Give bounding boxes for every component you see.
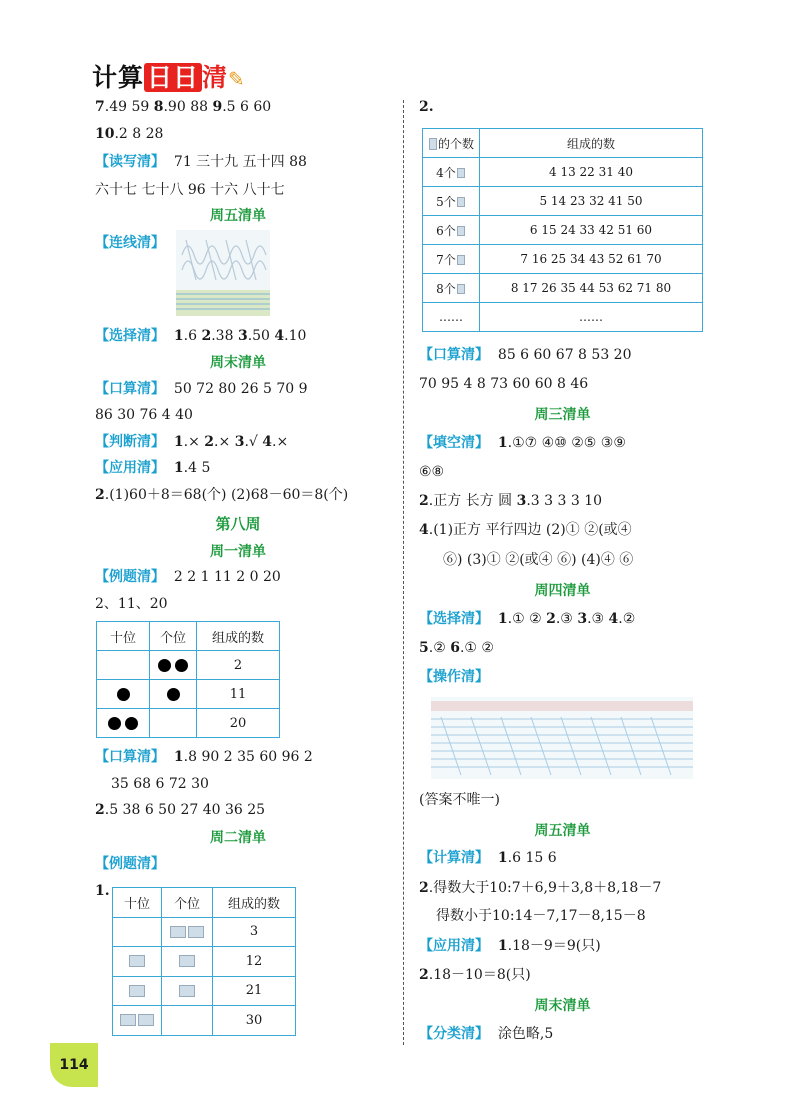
answer-line: 六十七 七十八 96 十六 八十七 bbox=[95, 182, 285, 198]
counter-icon bbox=[188, 926, 204, 938]
answer-line: 【分类清】 涂色略,5 bbox=[419, 1026, 554, 1042]
number-cell: 3 bbox=[213, 917, 296, 947]
answer-line: 2.正方 长方 圆 3.3 3 3 3 10 bbox=[419, 493, 603, 509]
logo-text-3: 清 bbox=[202, 63, 229, 92]
counter-icon bbox=[429, 138, 437, 150]
answer-line: 【例题清】 2 2 1 11 2 0 20 bbox=[95, 569, 281, 585]
answer-line: 2.18－10＝8(只) bbox=[419, 967, 531, 983]
row-label: 8个 bbox=[423, 274, 480, 303]
ones-cell bbox=[150, 651, 197, 680]
ones-cell bbox=[162, 917, 213, 947]
section-tag: 【分类清】 bbox=[419, 1026, 489, 1042]
answer-line: 35 68 6 72 30 bbox=[111, 776, 209, 792]
tens-cell bbox=[113, 976, 162, 1006]
section-tag: 【例题清】 bbox=[95, 856, 165, 872]
ones-cell bbox=[162, 976, 213, 1006]
section-tag: 【口算清】 bbox=[419, 347, 489, 363]
page-number: 114 bbox=[50, 1043, 98, 1087]
answer-line: 【应用清】 1.18－9＝9(只) bbox=[419, 938, 601, 954]
answer-line: 【口算清】 85 6 60 67 8 53 20 bbox=[419, 347, 632, 363]
counter-icon bbox=[120, 1014, 136, 1026]
row-values: 8 17 26 35 44 53 62 71 80 bbox=[480, 274, 703, 303]
section-tag: 【计算清】 bbox=[419, 850, 489, 866]
table-row bbox=[97, 680, 280, 709]
number-cell: 21 bbox=[213, 976, 296, 1006]
answer-line: ⑥⑧ bbox=[419, 464, 445, 480]
counter-icon bbox=[129, 955, 145, 967]
table-row bbox=[423, 274, 703, 303]
table-header: 十位 bbox=[113, 888, 162, 918]
table-header: 组成的数 bbox=[480, 129, 703, 158]
place-value-table bbox=[96, 621, 280, 738]
answer-line: ⑥) (3)① ②(或④ ⑥) (4)④ ⑥ bbox=[443, 552, 634, 568]
answer-line: 10.2 8 28 bbox=[95, 126, 164, 142]
answer-line: 86 30 76 4 40 bbox=[95, 407, 193, 423]
dot-icon bbox=[125, 717, 138, 730]
table-header: 个位 bbox=[150, 622, 197, 651]
table-row bbox=[113, 947, 296, 977]
section-tag: 【填空清】 bbox=[419, 435, 489, 451]
dot-icon bbox=[167, 688, 180, 701]
section-heading: 周末清单 bbox=[210, 355, 266, 371]
table-header: 组成的数 bbox=[197, 622, 280, 651]
section-tag: 【例题清】 bbox=[95, 569, 165, 585]
table-header: 组成的数 bbox=[213, 888, 296, 918]
tens-cell bbox=[97, 651, 150, 680]
answer-line: 得数小于10:14－7,17－8,15－8 bbox=[436, 908, 646, 924]
ones-cell bbox=[162, 1006, 213, 1036]
table-row bbox=[97, 651, 280, 680]
table-row bbox=[113, 1006, 296, 1036]
table-header: 的个数 bbox=[423, 129, 480, 158]
counter-icon bbox=[170, 926, 186, 938]
number-cell: 20 bbox=[197, 709, 280, 738]
section-tag: 【读写清】 bbox=[95, 154, 165, 170]
composition-table bbox=[422, 128, 703, 332]
answer-line: 2.(1)60＋8＝68(个) (2)68－60＝8(个) bbox=[95, 487, 349, 503]
row-values: 5 14 23 32 41 50 bbox=[480, 187, 703, 216]
section-tag: 【口算清】 bbox=[95, 381, 165, 397]
section-heading: 周四清单 bbox=[534, 583, 591, 599]
section-heading: 周五清单 bbox=[210, 208, 266, 224]
answer-line bbox=[95, 233, 165, 253]
section-tag: 【应用清】 bbox=[419, 938, 489, 954]
answer-line: 2.5 38 6 50 27 40 36 25 bbox=[95, 802, 266, 818]
answer-line: 7.49 59 8.90 88 9.5 6 60 bbox=[95, 99, 272, 115]
dot-icon bbox=[175, 659, 188, 672]
operation-drawing-image bbox=[431, 697, 693, 779]
counter-icon bbox=[179, 985, 195, 997]
matching-diagram-image bbox=[176, 230, 270, 316]
pencil-icon: ✎ bbox=[228, 67, 246, 91]
tens-cell bbox=[97, 709, 150, 738]
section-heading: 周五清单 bbox=[534, 823, 591, 839]
table-row bbox=[423, 216, 703, 245]
answer-line: 1. bbox=[95, 883, 110, 899]
answer-line: 【应用清】 1.4 5 bbox=[95, 460, 211, 476]
section-tag: 【操作清】 bbox=[419, 669, 489, 685]
column-divider bbox=[403, 100, 404, 1045]
answer-line: 【选择清】 1.① ② 2.③ 3.③ 4.② bbox=[419, 611, 636, 627]
section-tag: 【判断清】 bbox=[95, 434, 165, 450]
logo-text-2: 日日 bbox=[144, 63, 202, 92]
answer-line: 2.得数大于10:7＋6,9＋3,8＋8,18－7 bbox=[419, 880, 662, 896]
counter-icon bbox=[179, 955, 195, 967]
number-cell: 12 bbox=[213, 947, 296, 977]
table-row bbox=[423, 303, 703, 332]
answer-line: 【选择清】 1.6 2.38 3.50 4.10 bbox=[95, 328, 307, 344]
table-row bbox=[423, 245, 703, 274]
answer-line bbox=[419, 667, 489, 687]
counter-icon bbox=[457, 226, 465, 236]
answer-line: (答案不唯一) bbox=[419, 792, 500, 808]
answer-line: 【填空清】 1.①⑦ ④⑩ ②⑤ ③⑨ bbox=[419, 435, 626, 451]
row-label: 7个 bbox=[423, 245, 480, 274]
row-values: 7 16 25 34 43 52 61 70 bbox=[480, 245, 703, 274]
tens-cell bbox=[113, 917, 162, 947]
ones-cell bbox=[150, 680, 197, 709]
ones-cell bbox=[150, 709, 197, 738]
table-header: 个位 bbox=[162, 888, 213, 918]
row-values: …… bbox=[480, 303, 703, 332]
section-tag: 【连线清】 bbox=[95, 235, 165, 251]
dot-icon bbox=[117, 688, 130, 701]
row-label: 5个 bbox=[423, 187, 480, 216]
answer-line: 2、11、20 bbox=[95, 596, 168, 612]
counter-icon bbox=[457, 197, 465, 207]
section-tag: 【选择清】 bbox=[419, 611, 489, 627]
section-tag: 【应用清】 bbox=[95, 460, 165, 476]
row-values: 6 15 24 33 42 51 60 bbox=[480, 216, 703, 245]
table-row bbox=[423, 158, 703, 187]
section-heading: 周三清单 bbox=[534, 407, 591, 423]
section-tag: 【口算清】 bbox=[95, 749, 165, 765]
answer-line: 【读写清】 71 三十九 五十四 88 bbox=[95, 154, 307, 170]
number-cell: 2 bbox=[197, 651, 280, 680]
number-cell: 30 bbox=[213, 1006, 296, 1036]
counter-icon bbox=[138, 1014, 154, 1026]
section-heading: 周末清单 bbox=[534, 998, 591, 1014]
section-heading: 周二清单 bbox=[210, 830, 266, 846]
tens-cell bbox=[113, 947, 162, 977]
table-row bbox=[423, 187, 703, 216]
tens-cell bbox=[113, 1006, 162, 1036]
answer-line: 【判断清】 1.× 2.× 3.√ 4.× bbox=[95, 434, 289, 450]
table-row bbox=[113, 976, 296, 1006]
answer-line: 70 95 4 8 73 60 60 8 46 bbox=[419, 376, 589, 392]
section-heading: 周一清单 bbox=[210, 544, 266, 560]
answer-line: 5.② 6.① ② bbox=[419, 640, 494, 656]
row-values: 4 13 22 31 40 bbox=[480, 158, 703, 187]
answer-line: 【口算清】 50 72 80 26 5 70 9 bbox=[95, 381, 308, 397]
row-label: 4个 bbox=[423, 158, 480, 187]
place-value-table bbox=[112, 887, 296, 1036]
counter-icon bbox=[457, 168, 465, 178]
logo-text-1: 计算 bbox=[92, 63, 145, 92]
row-label: …… bbox=[423, 303, 480, 332]
answer-line bbox=[95, 854, 165, 874]
table-header: 十位 bbox=[97, 622, 150, 651]
counter-icon bbox=[457, 284, 465, 294]
dot-icon bbox=[158, 659, 171, 672]
week-heading: 第八周 bbox=[215, 515, 261, 533]
row-label: 6个 bbox=[423, 216, 480, 245]
answer-line: 【口算清】 1.8 90 2 35 60 96 2 bbox=[95, 749, 313, 765]
counter-icon bbox=[129, 985, 145, 997]
answer-line: 2. bbox=[419, 99, 434, 115]
answer-line: 【计算清】 1.6 15 6 bbox=[419, 850, 557, 866]
counter-icon bbox=[457, 255, 465, 265]
table-row bbox=[97, 709, 280, 738]
section-tag: 【选择清】 bbox=[95, 328, 165, 344]
ones-cell bbox=[162, 947, 213, 977]
logo bbox=[92, 58, 246, 94]
number-cell: 11 bbox=[197, 680, 280, 709]
table-row bbox=[113, 917, 296, 947]
tens-cell bbox=[97, 680, 150, 709]
answer-line: 4.(1)正方 平行四边 (2)① ②(或④ bbox=[419, 522, 632, 538]
dot-icon bbox=[108, 717, 121, 730]
